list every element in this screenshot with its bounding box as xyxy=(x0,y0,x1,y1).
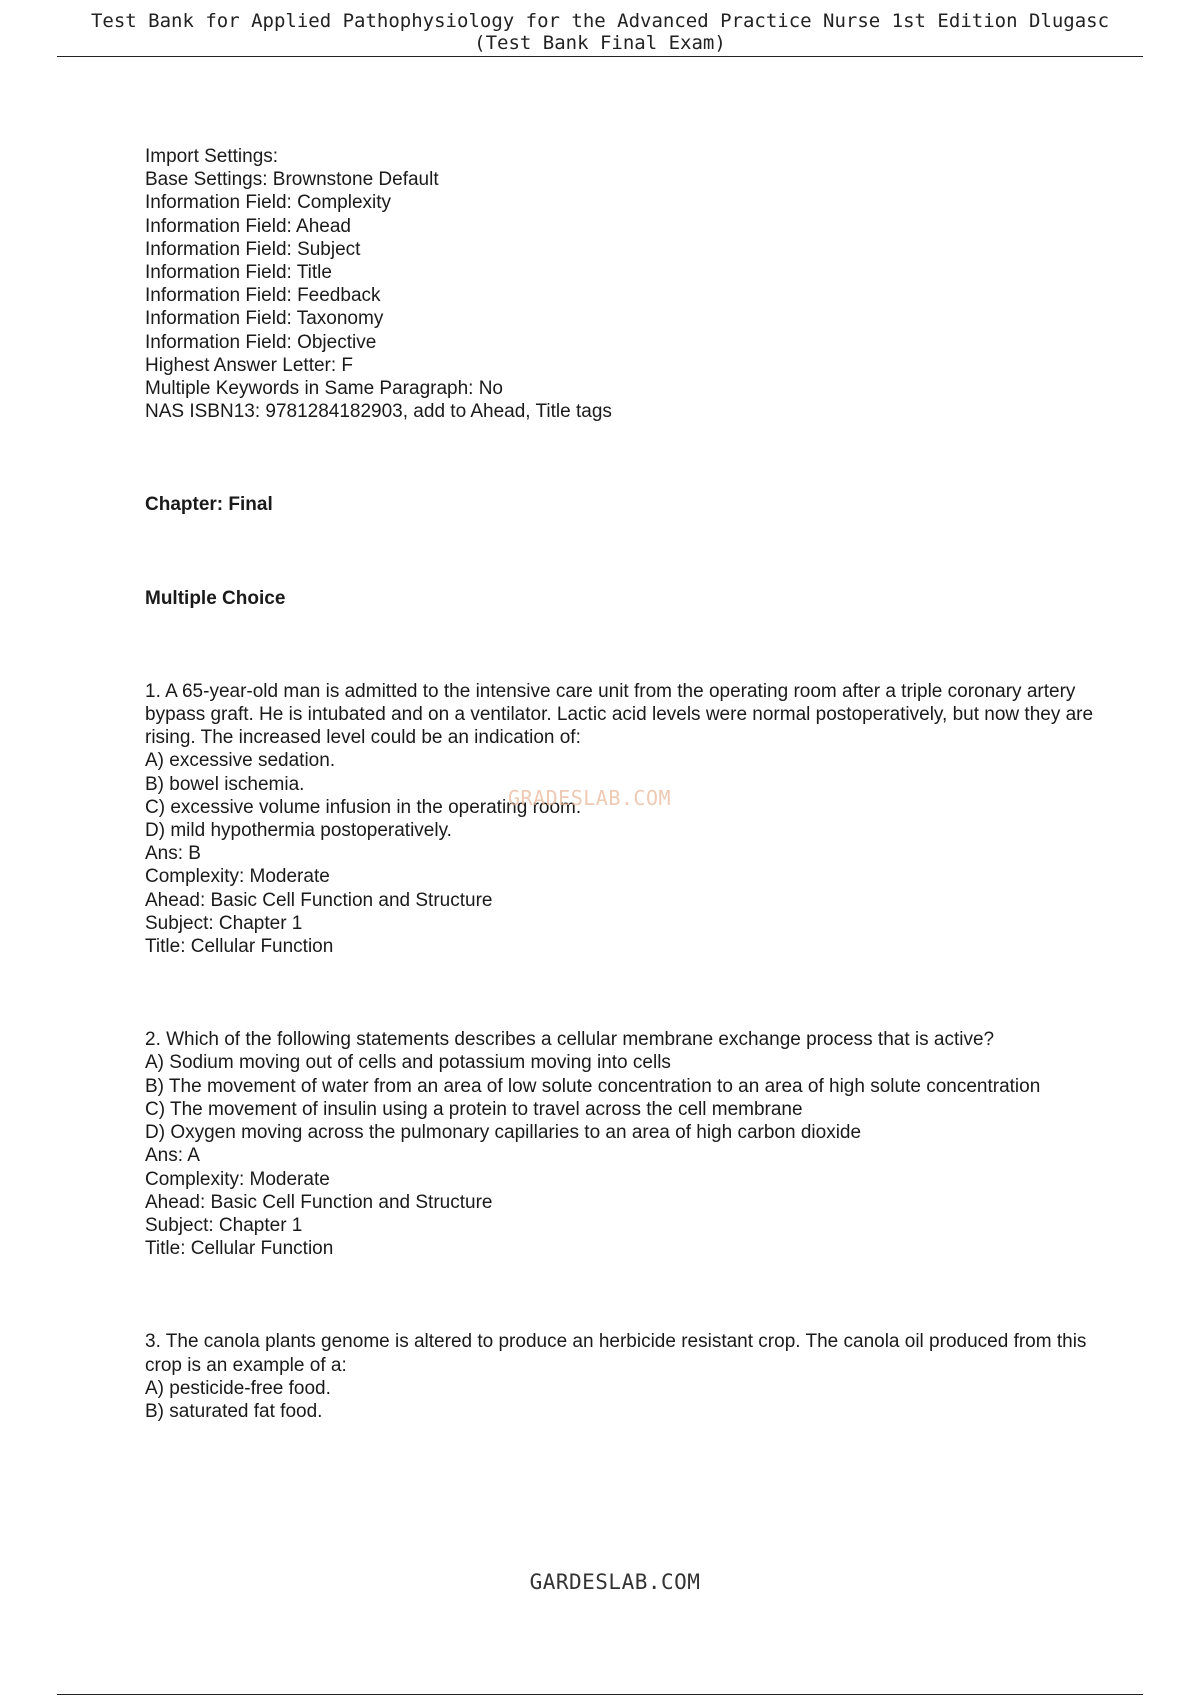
question-2 xyxy=(145,1028,1095,1260)
complexity-tag: Complexity: Moderate xyxy=(145,1168,330,1190)
question-1 xyxy=(145,680,1095,958)
answer-option: D) mild hypothermia postoperatively. xyxy=(145,820,452,842)
answer-option: D) Oxygen moving across the pulmonary capillaries to an area of high carbon dioxide xyxy=(145,1122,862,1144)
settings-line: Information Field: Objective xyxy=(145,331,377,353)
import-settings xyxy=(145,145,1095,423)
question-3 xyxy=(145,1330,1095,1423)
settings-line: Information Field: Feedback xyxy=(145,285,381,307)
document-body xyxy=(145,145,1095,1423)
answer-option: C) excessive volume infusion in the operating room. xyxy=(145,796,582,818)
settings-line: Import Settings: xyxy=(145,146,279,167)
question-stem: 1. A 65-year-old man is admitted to the intensive care unit from the operating room after a triple coronary artery bypass graft. He is intubated and on a ventilator. Lactic acid levels were normal postoperatively, but now they are rising. The increased level could be an indication of: xyxy=(145,680,1094,749)
footer-divider xyxy=(57,1694,1143,1695)
settings-line: Base Settings: Brownstone Default xyxy=(145,169,439,191)
title-tag: Title: Cellular Function xyxy=(145,1238,334,1260)
page-header xyxy=(0,10,1200,54)
chapter-heading: Chapter: Final xyxy=(145,494,273,516)
correct-answer: Ans: B xyxy=(145,843,201,865)
answer-option: A) excessive sedation. xyxy=(145,750,336,772)
answer-option: B) bowel ischemia. xyxy=(145,773,305,795)
title-tag: Title: Cellular Function xyxy=(145,936,334,958)
document-title: Test Bank for Applied Pathophysiology for the Advanced Practice Nurse 1st Edition Dlugasc xyxy=(90,10,1110,32)
header-divider xyxy=(57,56,1143,57)
question-stem: 2. Which of the following statements describes a cellular membrane exchange process that is active? xyxy=(145,1029,995,1051)
document-subtitle: (Test Bank Final Exam) xyxy=(474,32,726,54)
settings-line: Information Field: Ahead xyxy=(145,215,351,237)
answer-option: B) saturated fat food. xyxy=(145,1400,323,1422)
question-stem: 3. The canola plants genome is altered to produce an herbicide resistant crop. The canola oil produced from this crop is an example of a: xyxy=(145,1331,1087,1376)
settings-line: Information Field: Taxonomy xyxy=(145,308,384,330)
settings-line: NAS ISBN13: 9781284182903, add to Ahead, Title tags xyxy=(145,401,612,423)
ahead-tag: Ahead: Basic Cell Function and Structure xyxy=(145,1191,493,1213)
watermark-overlay: GRADESLAB.COM xyxy=(508,786,672,810)
settings-line: Multiple Keywords in Same Paragraph: No xyxy=(145,378,504,400)
answer-option: A) Sodium moving out of cells and potassium moving into cells xyxy=(145,1052,671,1074)
watermark-footer: GARDESLAB.COM xyxy=(529,1570,701,1594)
answer-option: B) The movement of water from an area of low solute concentration to an area of high solute concentration xyxy=(145,1075,1041,1097)
ahead-tag: Ahead: Basic Cell Function and Structure xyxy=(145,889,493,911)
subject-tag: Subject: Chapter 1 xyxy=(145,912,303,934)
complexity-tag: Complexity: Moderate xyxy=(145,866,330,888)
answer-option: A) pesticide-free food. xyxy=(145,1377,331,1399)
section-heading: Multiple Choice xyxy=(145,587,286,609)
settings-line: Information Field: Title xyxy=(145,262,332,284)
answer-option: C) The movement of insulin using a protein to travel across the cell membrane xyxy=(145,1098,803,1120)
correct-answer: Ans: A xyxy=(145,1145,200,1167)
settings-line: Information Field: Subject xyxy=(145,238,361,260)
settings-line: Information Field: Complexity xyxy=(145,192,392,214)
subject-tag: Subject: Chapter 1 xyxy=(145,1214,303,1236)
settings-line: Highest Answer Letter: F xyxy=(145,354,354,376)
